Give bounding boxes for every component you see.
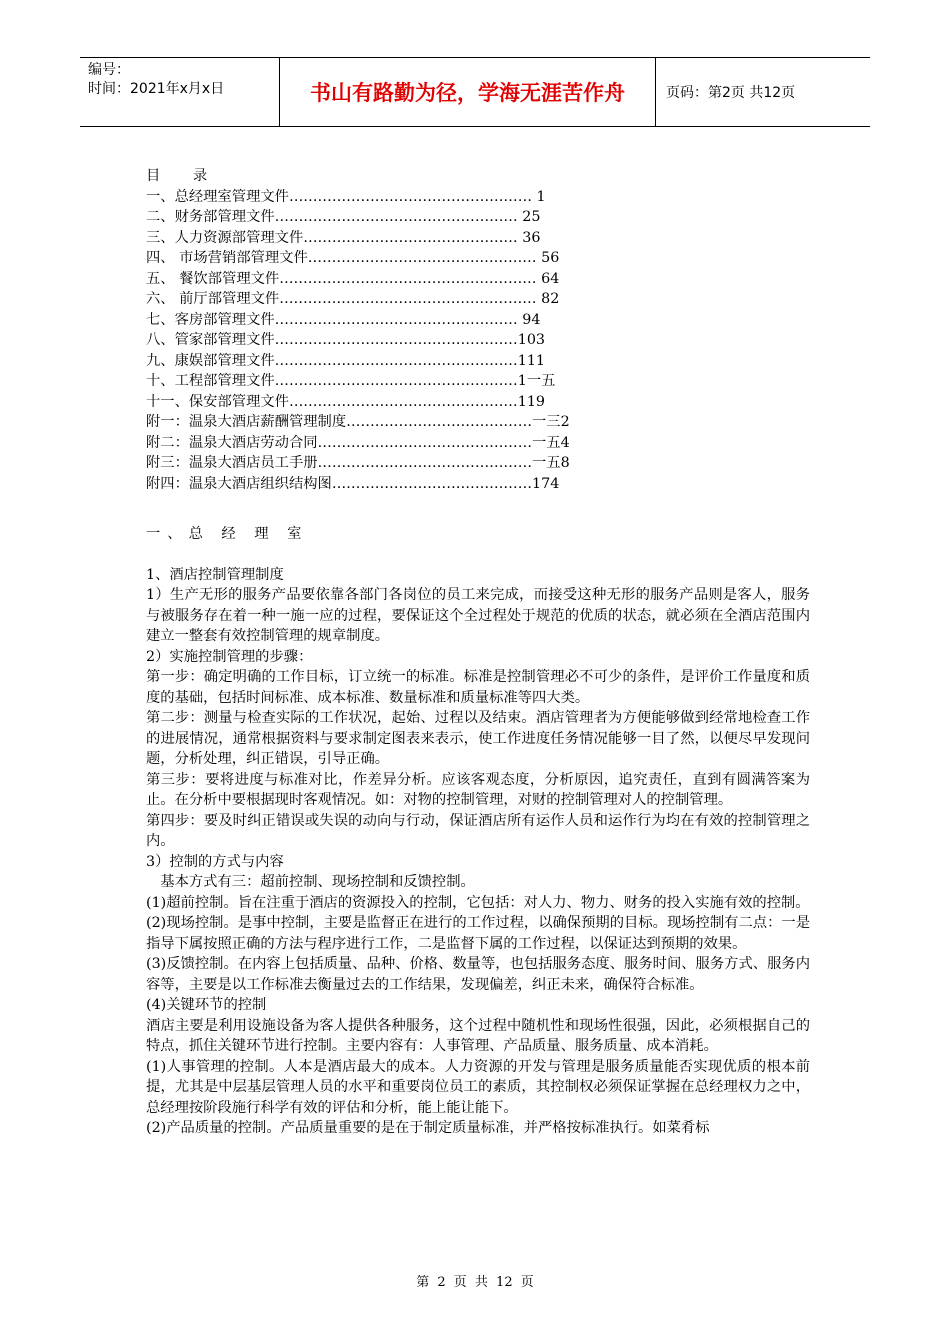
paragraph: (2)产品质量的控制。产品质量重要的是在于制定质量标准，并严格按标准执行。如菜肴标 xyxy=(146,1120,710,1136)
paragraph: 酒店主要是利用设施设备为客人提供各种服务，这个过程中随机性和现场性很强，因此，必须根据自己的特点，抓住关键环节进行控制。主要内容有：人事管理、产品质量、服务质量、成本消耗。 xyxy=(146,1017,810,1054)
page-footer: 第 2 页 共 12 页 xyxy=(416,1275,534,1290)
toc-item: 附二：温泉大酒店劳动合同………………………………………一五4 xyxy=(146,434,570,451)
paragraph: 基本方式有三：超前控制、现场控制和反馈控制。 xyxy=(146,874,475,890)
header-number-label: 编号： xyxy=(88,62,130,78)
toc-item: 七、客房部管理文件…………………………………………… 94 xyxy=(146,311,541,328)
document-body xyxy=(146,166,810,1139)
toc-item: 八、管家部管理文件……………………………………………103 xyxy=(146,332,546,348)
toc-title: 目 录 xyxy=(146,168,222,184)
header-time-label: 时间：2021年x月x日 xyxy=(88,81,225,97)
header-motto: 书山有路勤为径，学海无涯苦作舟 xyxy=(280,58,656,126)
toc-item: 附一：温泉大酒店薪酬管理制度…………………………………一三2 xyxy=(146,414,570,430)
toc-item: 九、康娱部管理文件……………………………………………111 xyxy=(146,352,546,369)
paragraph: (3)反馈控制。在内容上包括质量、品种、价格、数量等，也包括服务态度、服务时间、服务方式、服务内容等，主要是以工作标准去衡量过去的工作结果，发现偏差，纠正未来，确保符合标准。 xyxy=(146,956,810,993)
paragraph: (1)人事管理的控制。人本是酒店最大的成本。人力资源的开发与管理是服务质量能否实现优质的根本前提，尤其是中层基层管理人员的水平和重要岗位员工的素质，其控制权必须保证掌握在总经理权力之中，总经理按阶段施行科学有效的评估和分析，能上能让能下。 xyxy=(146,1058,810,1116)
paragraph: 2）实施控制管理的步骤： xyxy=(146,648,313,665)
paragraph: 1）生产无形的服务产品要依靠各部门各岗位的员工来完成，而接受这种无形的服务产品则是客人，服务与被服务存在着一种一施一应的过程，要保证这个全过程处于规范的优质的状态，就必须在全酒店范围内建立一整套有效控制管理的规章制度。 xyxy=(146,587,810,644)
paragraph: 3）控制的方式与内容 xyxy=(146,853,284,870)
paragraph: 第三步：要将进度与标准对比，作差异分析。应该客观态度，分析原因，追究责任，直到有圆满答案为止。在分析中要根据现时客观情况。如：对物的控制管理，对财的控制管理对人的控制管理。 xyxy=(146,771,810,808)
page-header xyxy=(80,57,870,127)
toc-item: 三、人力资源部管理文件……………………………………… 36 xyxy=(146,229,541,246)
section-title: 一、总 经 理 室 xyxy=(146,526,309,542)
toc-item: 六、 前厅部管理文件……………………………………………… 82 xyxy=(146,291,560,307)
paragraph: 第四步：要及时纠正错误或失误的动向与行动，保证酒店所有运作人员和运作行为均在有效的控制管理之内。 xyxy=(146,812,810,849)
toc-item: 十一、保安部管理文件…………………………………………119 xyxy=(146,393,546,410)
toc-item: 十、工程部管理文件……………………………………………1一五 xyxy=(146,373,556,389)
paragraph: 第一步：确定明确的工作目标，订立统一的标准。标准是控制管理必不可少的条件，是评价工作量度和质度的基础，包括时间标准、成本标准、数量标准和质量标准等四大类。 xyxy=(146,669,810,706)
paragraph: (4)关键环节的控制 xyxy=(146,997,267,1013)
toc-item: 附四：温泉大酒店组织结构图……………………………………174 xyxy=(146,475,560,492)
paragraph: 第二步：测量与检查实际的工作状况，起始、过程以及结束。酒店管理者为方便能够做到经常地检查工作的进展情况，通常根据资料与要求制定图表来表示，使工作进度任务情况能够一目了然，以便尽早发现问题，分析处理，纠正错误，引导正确。 xyxy=(146,710,810,767)
paragraph: (1)超前控制。旨在注重于酒店的资源投入的控制，它包括：对人力、物力、财务的投入实施有效的控制。 xyxy=(146,894,810,911)
header-meta xyxy=(80,58,280,126)
header-page-info: 页码：第2页 共12页 xyxy=(666,85,796,101)
toc-item: 四、 市场营销部管理文件………………………………………… 56 xyxy=(146,250,560,266)
toc-item: 一、总经理室管理文件…………………………………………… 1 xyxy=(146,188,546,205)
paragraph: (2)现场控制。是事中控制，主要是监督正在进行的工作过程，以确保预期的目标。现场控制有二点：一是指导下属按照正确的方法与程序进行工作，二是监督下属的工作过程，以保证达到预期的效果。 xyxy=(146,915,810,952)
toc-item: 二、财务部管理文件…………………………………………… 25 xyxy=(146,209,541,225)
section-body xyxy=(146,565,810,1139)
toc-item: 五、 餐饮部管理文件……………………………………………… 64 xyxy=(146,270,560,287)
table-of-contents xyxy=(146,187,810,495)
toc-item: 附三：温泉大酒店员工手册………………………………………一五8 xyxy=(146,455,570,471)
paragraph: 1、酒店控制管理制度 xyxy=(146,566,284,583)
